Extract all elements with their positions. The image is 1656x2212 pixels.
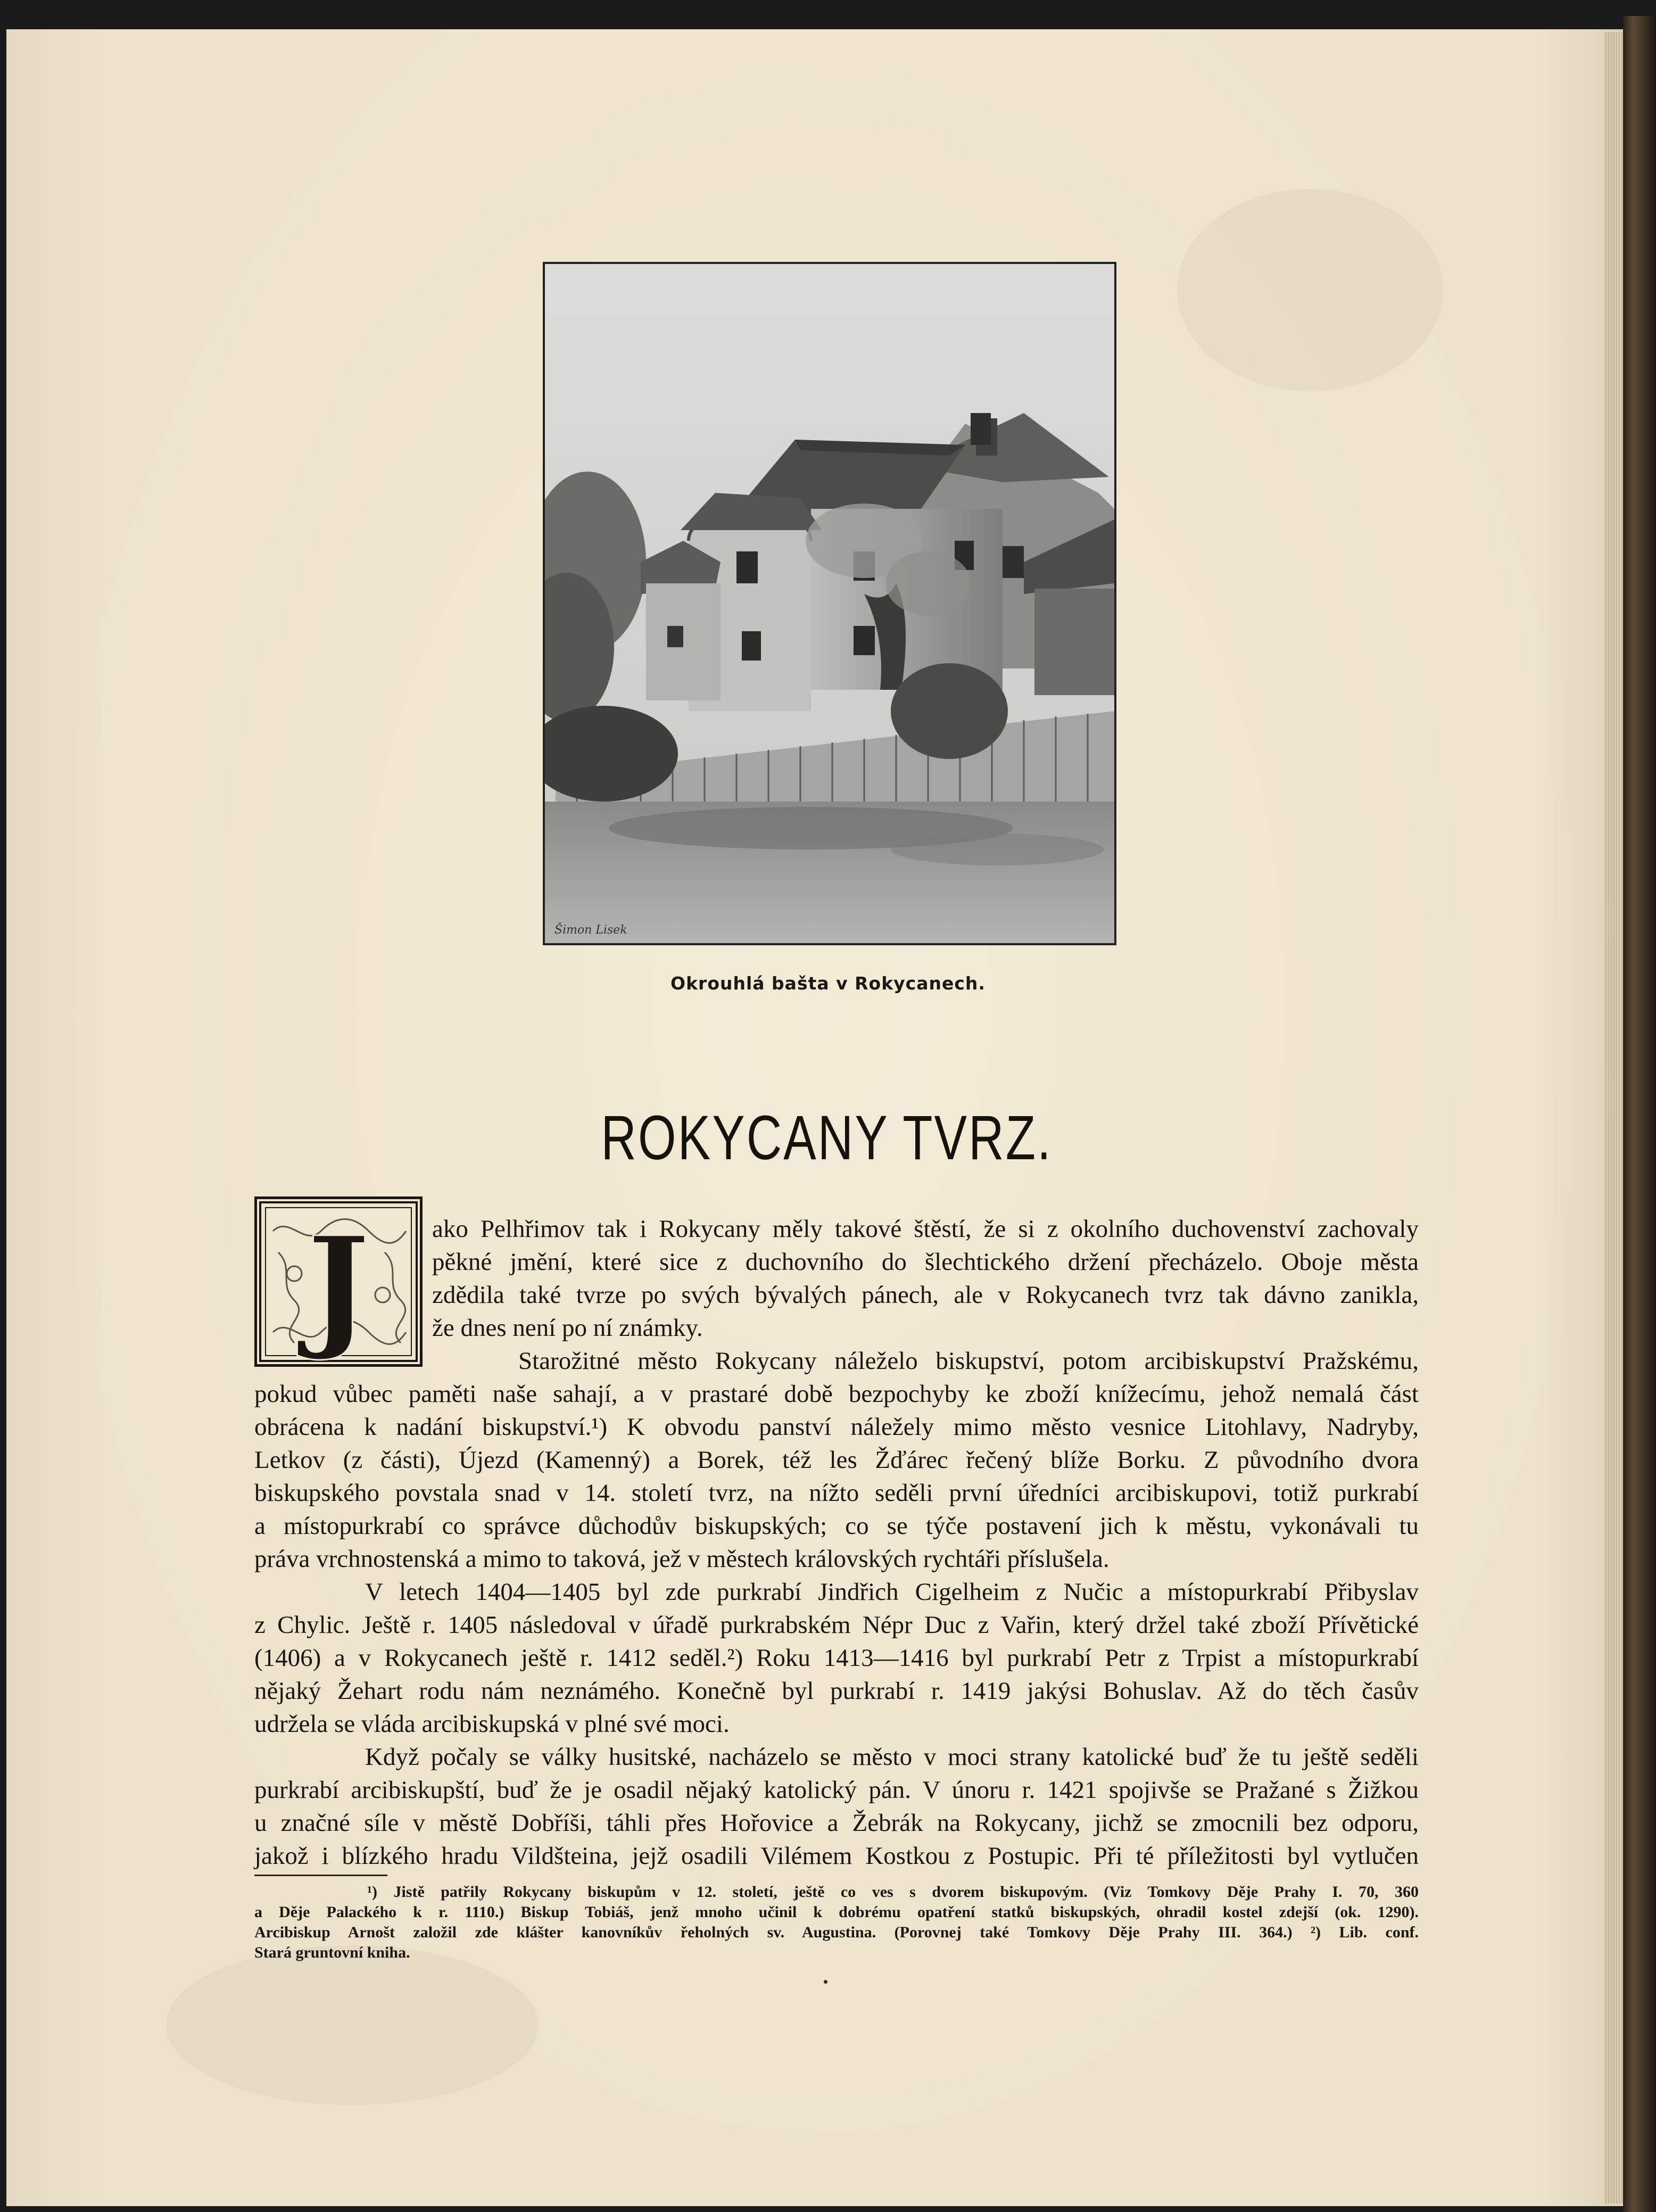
text-line: Starožitné město Rokycany náleželo biskupství, potom arcibiskupství Pražskému, (518, 1347, 1419, 1375)
ornamental-drop-cap (254, 1196, 423, 1367)
footnote-line: ¹) Jistě patřily Rokycany biskupům v 12. století, ještě co ves s dvorem biskupovým. (Viz Tomkovy Děje Prahy I. 70, 360 (367, 1883, 1419, 1901)
text-line: pokud vůbec paměti naše sahají, a v prastaré době bezpochyby ke zboží knížecímu, jehož nemalá část (254, 1380, 1419, 1408)
artist-signature: Šimon Lisek (554, 923, 627, 937)
text-line: zdědila také tvrze po svých bývalých pánech, ale v Rokycanech tvrz tak dávno zanikla, (432, 1281, 1419, 1309)
paper-stain (1177, 189, 1443, 391)
illustration-plate (543, 262, 1116, 945)
text-line: V letech 1404—1405 byl zde purkrabí Jindřich Cigelheim z Nučic a místopurkrabí Přibyslav (365, 1578, 1419, 1606)
paper-stain (166, 1945, 539, 2105)
text-line: udržela se vláda arcibiskupská v plné své moci. (254, 1710, 730, 1738)
book-spine (1623, 16, 1656, 2212)
drop-cap-ornament (257, 1199, 420, 1364)
illustration-caption: Okrouhlá bašta v Rokycanech. (670, 973, 986, 994)
footnote-line: Stará gruntovní kniha. (254, 1944, 410, 1961)
article-title: ROKYCANY TVRZ. (601, 1103, 1053, 1173)
text-line: z Chylic. Ještě r. 1405 následoval v úřadě purkrabském Népr Duc z Vařin, který držel také zboží Přívětické (254, 1611, 1419, 1639)
text-line: purkrabí arcibiskupští, buď že je osadil nějaký katolický pán. V únoru r. 1421 spojivše se Pražané s Žižkou (254, 1776, 1419, 1804)
drop-cap-letter: J (307, 1207, 370, 1364)
page-edge (1604, 32, 1623, 2203)
footnote-line: a Děje Palackého k r. 1110.) Biskup Tobiáš, jenž mnoho učinil k dobrému opatření statků biskupských, ohradil kostel zdejší (ok. 1290). (254, 1903, 1419, 1921)
footnote-line: Arcibiskup Arnošt založil zde klášter kanovníkův řeholných sv. Augustina. (Porovnej také Tomkovy Děje Prahy III. 364.) ²) Lib. conf. (254, 1924, 1419, 1941)
text-line: práva vrchnostenská a mimo to taková, jež v městech královských rychtáři příslušela. (254, 1545, 1109, 1573)
text-line: (1406) a v Rokycanech ještě r. 1412 seděl.²) Roku 1413—1416 byl purkrabí Petr z Trpist a místopurkrabí (254, 1644, 1419, 1672)
text-line: jakož i blízkého hradu Vildšteina, jejž osadili Vilémem Kostkou z Postupic. Při té příležitosti byl vytlučen (254, 1842, 1419, 1870)
page-dot (824, 1980, 827, 1984)
text-line: biskupského povstala snad v 14. století tvrz, na nížto seděli první úředníci arcibiskupovi, totiž purkrabí (254, 1479, 1419, 1507)
round-bastion-illustration (545, 264, 1114, 943)
text-line: ako Pelhřimov tak i Rokycany měly takové štěstí, že si z okolního duchovenství zachovaly (432, 1215, 1419, 1243)
text-line: obrácena k nadání biskupství.¹) K obvodu panství náležely mimo město vesnice Litohlavy, Nadryby, (254, 1413, 1419, 1441)
text-line: pěkné jmění, které sice z duchovního do šlechtického držení přecházelo. Oboje města (432, 1248, 1419, 1276)
text-line: a místopurkrabí co správce důchodův biskupských; co se týče postavení jich k městu, vykonávali tu (254, 1512, 1419, 1540)
text-line: u značné síle v městě Dobříši, táhli přes Hořovice a Žebrák na Rokycany, jichž se zmocnili bez odporu, (254, 1809, 1419, 1837)
text-line: Když počaly se války husitské, nacházelo se město v moci strany katolické buď že tu ještě seděli (365, 1743, 1419, 1771)
text-line: Letkov (z části), Újezd (Kamenný) a Borek, též les Žďárec řečený blíže Borku. Z původního dvora (254, 1446, 1419, 1474)
text-line: že dnes není po ní známky. (432, 1314, 703, 1342)
footnote-rule (254, 1875, 387, 1876)
text-line: nějaký Žehart rodu nám neznámého. Konečně byl purkrabí r. 1419 jakýsi Bohuslav. Až do těch časův (254, 1677, 1419, 1705)
